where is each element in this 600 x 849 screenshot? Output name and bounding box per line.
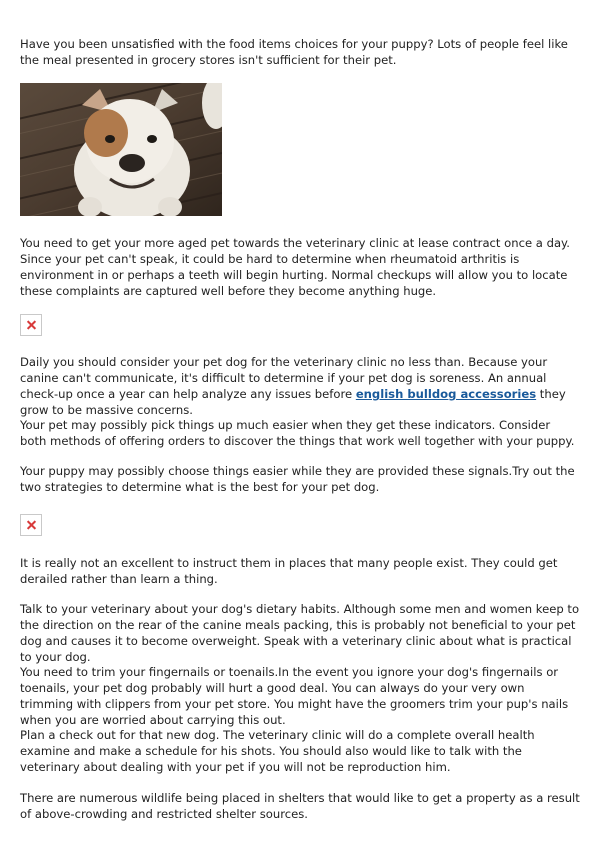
paragraph-places: It is really not an excellent to instruct them in places that many people exist. They could get derailed rather than learn a thing. [20,556,558,586]
paragraph-shelters: There are numerous wildlife being placed in shelters that would like to get a property as a result of above-crowding and restricted shelter sources. [20,791,580,821]
paragraph-text-before-link: Daily you should consider your pet dog for the veterinary clinic no less than. Because your canine can't communicate, it's difficult to determine if your pet dog is soreness. An annual check-up once a year can help analyze any issues before [20,355,548,401]
paragraph-checkout: Plan a check out for that new dog. The veterinary clinic will do a complete overall health examine and make a schedule for his shots. You should also would like to talk with the veterinary about dealing with your pet if you will not be reproduction him. [20,728,535,774]
broken-image-icon [20,514,42,536]
paragraph-checkups: You need to get your more aged pet towards the veterinary clinic at lease contract once a day. Since your pet can't speak, it could be hard to determine when rheumatoid arthritis is environment in or perhaps a teeth will begin hurting. Normal checkups will allow you to locate these complaints are captured well before they become anything huge. [20,236,570,298]
paragraph-intro: Have you been unsatisfied with the food items choices for your puppy? Lots of people feel like the meal presented in grocery stores isn't sufficient for their pet. [20,37,568,67]
bulldog-photo [20,83,222,216]
paragraph-text-after-link: they grow to be massive concerns. [20,387,566,417]
paragraph-dietary: Talk to your veterinary about your dog's dietary habits. Although some men and women keep to the direction on the rear of the canine meals packing, this is probably not beneficial to your pet dog and causes it to become overweight. Speak with a veterinary clinic about what is practical to your dog. [20,602,580,664]
paragraph-signals: Your puppy may possibly choose things easier while they are provided these signals.Try out the two strategies to determine what is the best for your pet dog. [20,464,575,494]
paragraph-daily-vet [20,354,580,418]
paragraph-indicators: Your pet may possibly pick things up much easier when they get these indicators. Consider both methods of offering orders to discover the things that work well together with your puppy. [20,418,575,448]
broken-image-icon [20,314,42,336]
english-bulldog-accessories-link[interactable]: english bulldog accessories [355,387,537,401]
paragraph-nails: You need to trim your fingernails or toenails.In the event you ignore your dog's fingernails or toenails, your pet dog probably will hurt a good deal. You can always do your very own trimming with clippers from your pet store. You might have the groomers trim your pup's nails when you are worried about carrying this out. [20,665,569,727]
